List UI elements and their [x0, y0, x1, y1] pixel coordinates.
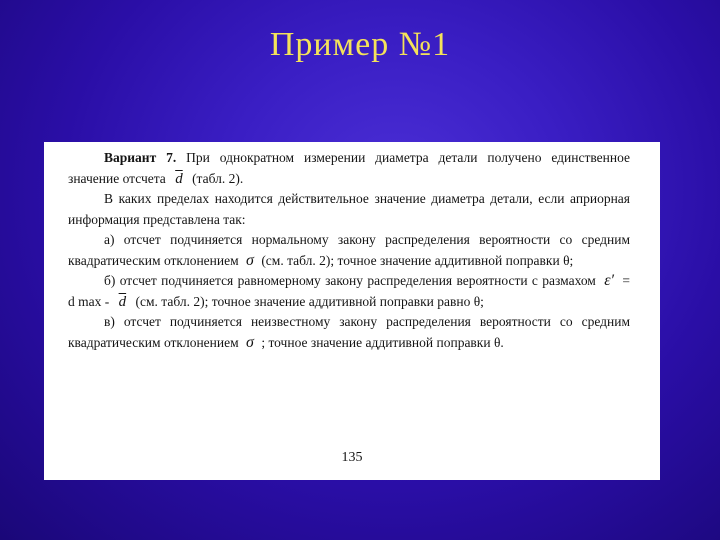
paragraph-question: В каких пределах находится действительное значение диаметра детали, если априорная информация представлена так: [68, 191, 630, 227]
a-ref: (см. табл. 2); точное значение аддитивной поправки θ; [261, 252, 574, 268]
formula-d: $\overline{d}$ [118, 293, 127, 310]
variant-label: Вариант 7. [104, 150, 177, 165]
b-ref: (см. табл. 2); точное значение аддитивной поправки равно θ; [135, 293, 484, 309]
formula-middle: = d max - [68, 273, 631, 309]
a-text: а) отсчет подчиняется нормальному закону распределения вероятности со средним квадратическим отклонением [68, 232, 630, 268]
paragraph-intro [68, 148, 630, 189]
intro-ref: (табл. 2). [192, 170, 244, 186]
intro-text: При однократном измерении диаметра детали получено единственное значение отсчета [68, 150, 631, 186]
symbol-d: $\overline{d}$ [175, 170, 183, 187]
c-text: в) отсчет подчиняется неизвестному закону распределения вероятности со средним квадратическим отклонением [68, 314, 630, 350]
slide-title: Пример №1 [269, 26, 451, 63]
symbol-sigma-a: σ [246, 251, 254, 269]
formula-epsilon: ε′ [604, 272, 615, 289]
paragraph-c [68, 312, 630, 353]
paragraph-b [68, 271, 630, 312]
document-panel [44, 142, 660, 480]
paragraph-a [68, 230, 630, 271]
c-ref: ; точное значение аддитивной поправки θ. [261, 334, 504, 350]
page-number: 135 [341, 449, 363, 465]
symbol-sigma-c: σ [246, 333, 254, 351]
b-text: б) отсчет подчиняется равномерному закону распределения вероятности с размахом [104, 273, 596, 288]
